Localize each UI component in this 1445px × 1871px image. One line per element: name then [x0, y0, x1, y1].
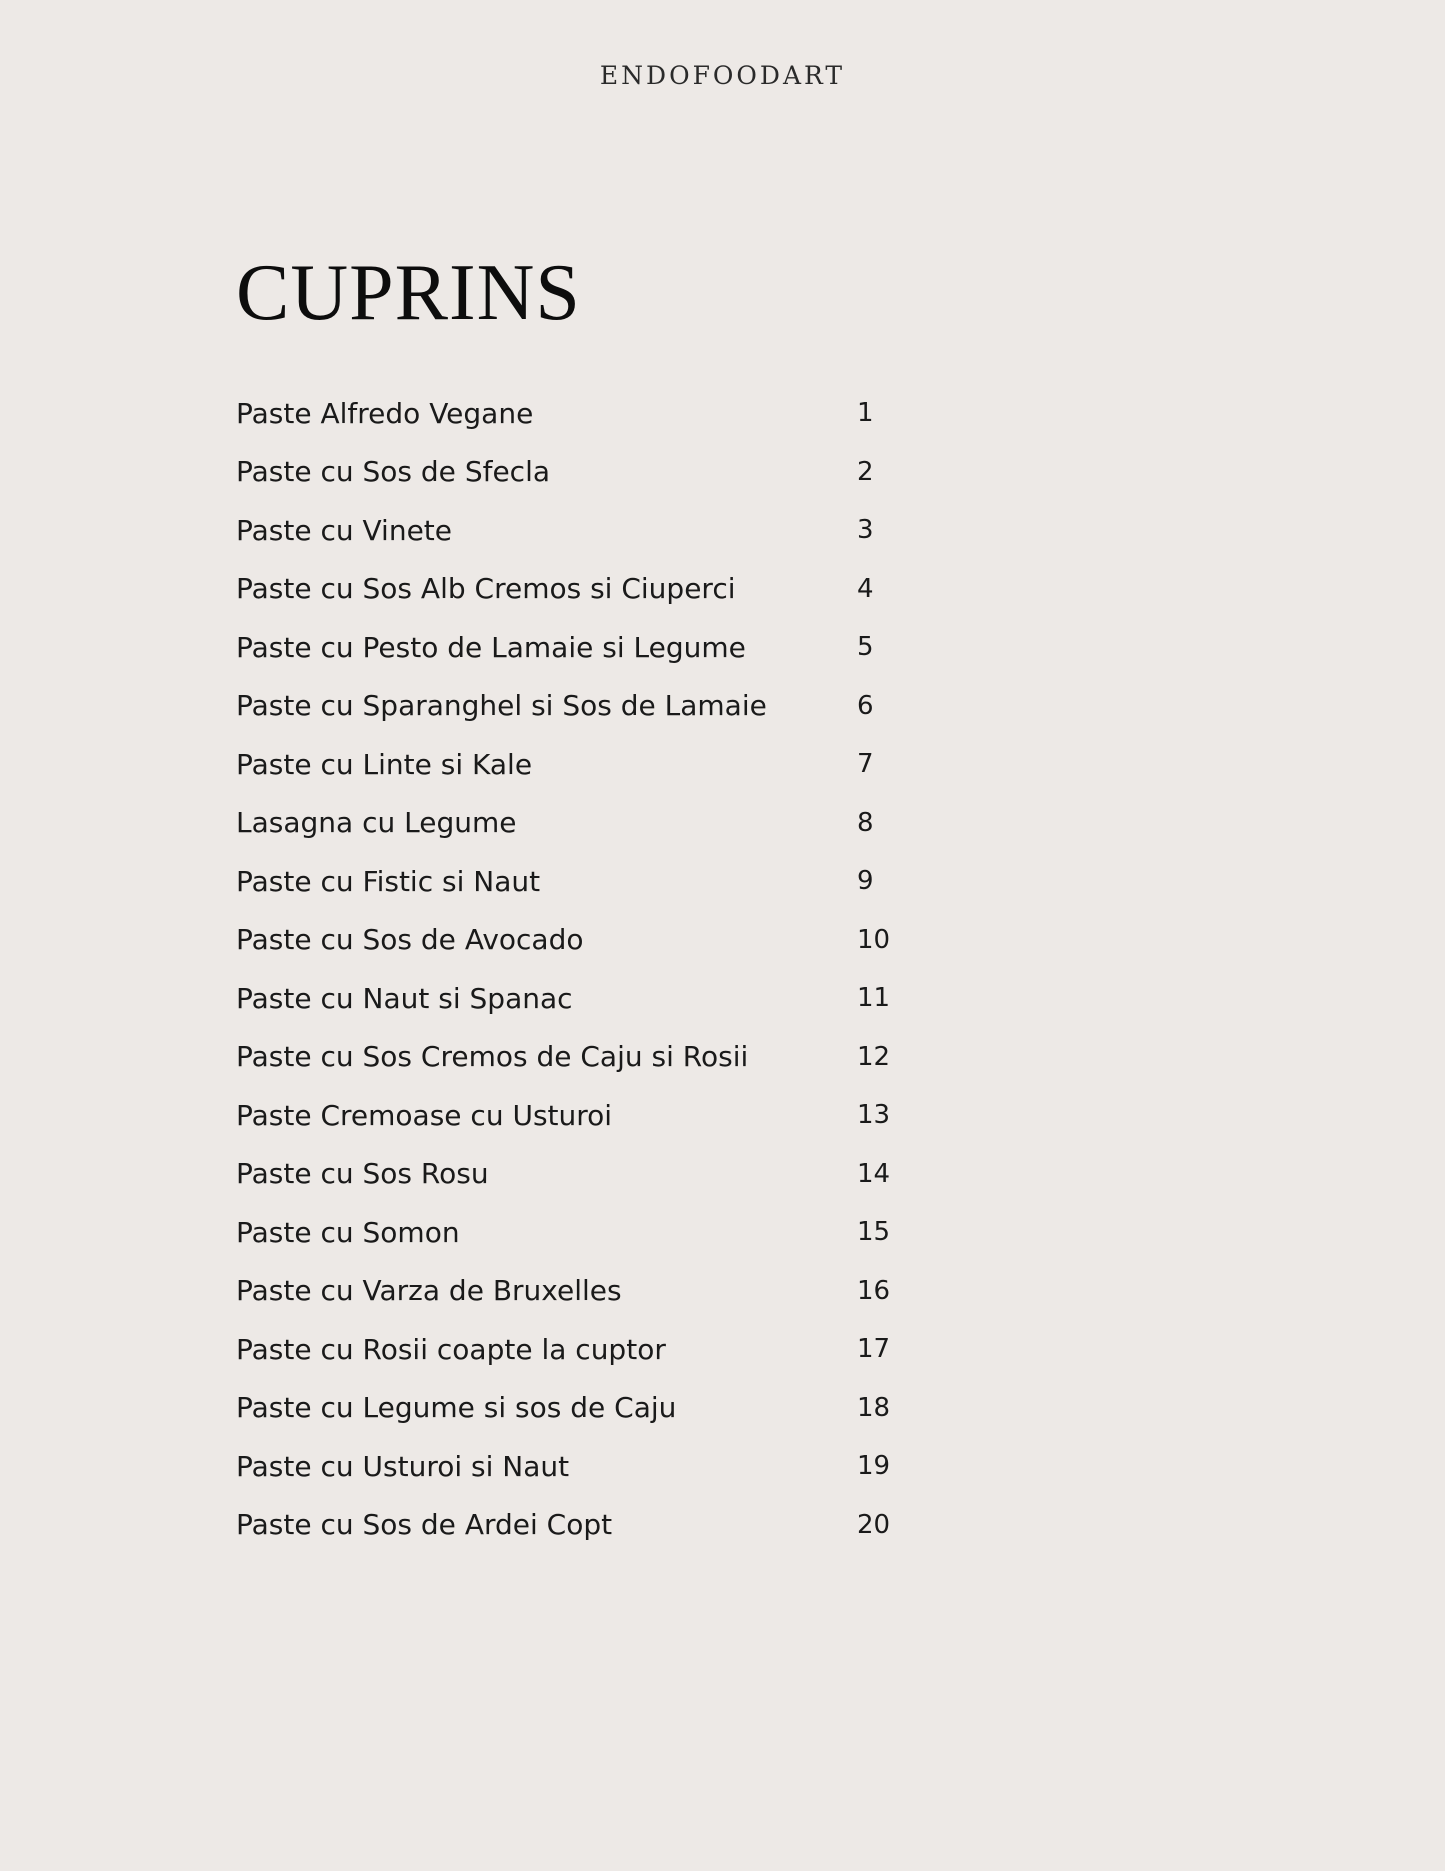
toc-entry-page: 5: [857, 632, 874, 663]
toc-entry[interactable]: [236, 1145, 936, 1204]
page-title: CUPRINS: [236, 249, 581, 337]
toc-entry-title: Paste Cremoase cu Usturoi: [236, 1098, 613, 1132]
toc-entry[interactable]: [236, 852, 936, 911]
toc-entry[interactable]: [236, 1379, 936, 1438]
toc-entry-page: 7: [857, 749, 874, 780]
toc-entry[interactable]: [236, 443, 936, 502]
toc-entry[interactable]: [236, 1320, 936, 1379]
toc-entry-title: Paste cu Vinete: [236, 513, 453, 547]
toc-entry[interactable]: [236, 1496, 936, 1555]
toc-entry[interactable]: [236, 1086, 936, 1145]
toc-entry-title: Paste cu Legume si sos de Caju: [236, 1391, 677, 1425]
toc-entry-page: 13: [857, 1100, 891, 1131]
toc-entry[interactable]: [236, 1437, 936, 1496]
toc-entry-page: 20: [857, 1509, 891, 1540]
toc-entry-title: Paste cu Sos de Sfecla: [236, 455, 551, 489]
toc-entry-page: 18: [857, 1392, 891, 1423]
toc-entry-title: Paste cu Sos Alb Cremos si Ciuperci: [236, 572, 736, 606]
toc-entry-title: Paste cu Sos de Avocado: [236, 923, 584, 957]
toc-entry[interactable]: [236, 501, 936, 560]
toc-entry-title: Paste Alfredo Vegane: [236, 396, 534, 430]
table-of-contents: [236, 384, 936, 1554]
toc-entry-page: 3: [857, 515, 874, 546]
toc-entry-page: 10: [857, 924, 891, 955]
toc-entry[interactable]: [236, 1262, 936, 1321]
toc-entry-page: 1: [857, 398, 874, 429]
toc-entry-page: 15: [857, 1217, 891, 1248]
toc-entry-page: 2: [857, 456, 874, 487]
toc-entry-page: 8: [857, 807, 874, 838]
toc-entry-page: 14: [857, 1158, 891, 1189]
toc-entry-title: Paste cu Usturoi si Naut: [236, 1449, 570, 1483]
toc-entry[interactable]: [236, 1203, 936, 1262]
toc-entry[interactable]: [236, 1028, 936, 1087]
toc-entry-page: 12: [857, 1041, 891, 1072]
toc-entry[interactable]: [236, 384, 936, 443]
toc-entry[interactable]: [236, 969, 936, 1028]
toc-entry[interactable]: [236, 560, 936, 619]
toc-entry-page: 4: [857, 573, 874, 604]
toc-entry-title: Paste cu Linte si Kale: [236, 747, 533, 781]
brand-header: ENDOFOODART: [599, 61, 846, 90]
toc-entry[interactable]: [236, 735, 936, 794]
toc-entry-page: 17: [857, 1334, 891, 1365]
toc-entry-page: 9: [857, 866, 874, 897]
toc-entry-title: Paste cu Varza de Bruxelles: [236, 1274, 622, 1308]
toc-entry[interactable]: [236, 911, 936, 970]
toc-entry-title: Paste cu Sparanghel si Sos de Lamaie: [236, 689, 767, 723]
toc-entry[interactable]: [236, 618, 936, 677]
toc-entry[interactable]: [236, 794, 936, 853]
toc-entry-page: 11: [857, 983, 891, 1014]
toc-entry-title: Paste cu Sos Rosu: [236, 1157, 489, 1191]
toc-entry-title: Paste cu Fistic si Naut: [236, 864, 541, 898]
toc-entry-page: 16: [857, 1275, 891, 1306]
toc-entry-title: Paste cu Sos de Ardei Copt: [236, 1508, 613, 1542]
toc-entry-title: Lasagna cu Legume: [236, 806, 517, 840]
toc-entry-page: 6: [857, 690, 874, 721]
toc-entry[interactable]: [236, 677, 936, 736]
toc-entry-title: Paste cu Pesto de Lamaie si Legume: [236, 630, 746, 664]
toc-entry-title: Paste cu Rosii coapte la cuptor: [236, 1332, 666, 1366]
toc-entry-title: Paste cu Naut si Spanac: [236, 981, 573, 1015]
toc-entry-title: Paste cu Sos Cremos de Caju si Rosii: [236, 1040, 749, 1074]
toc-entry-title: Paste cu Somon: [236, 1215, 460, 1249]
toc-entry-page: 19: [857, 1451, 891, 1482]
